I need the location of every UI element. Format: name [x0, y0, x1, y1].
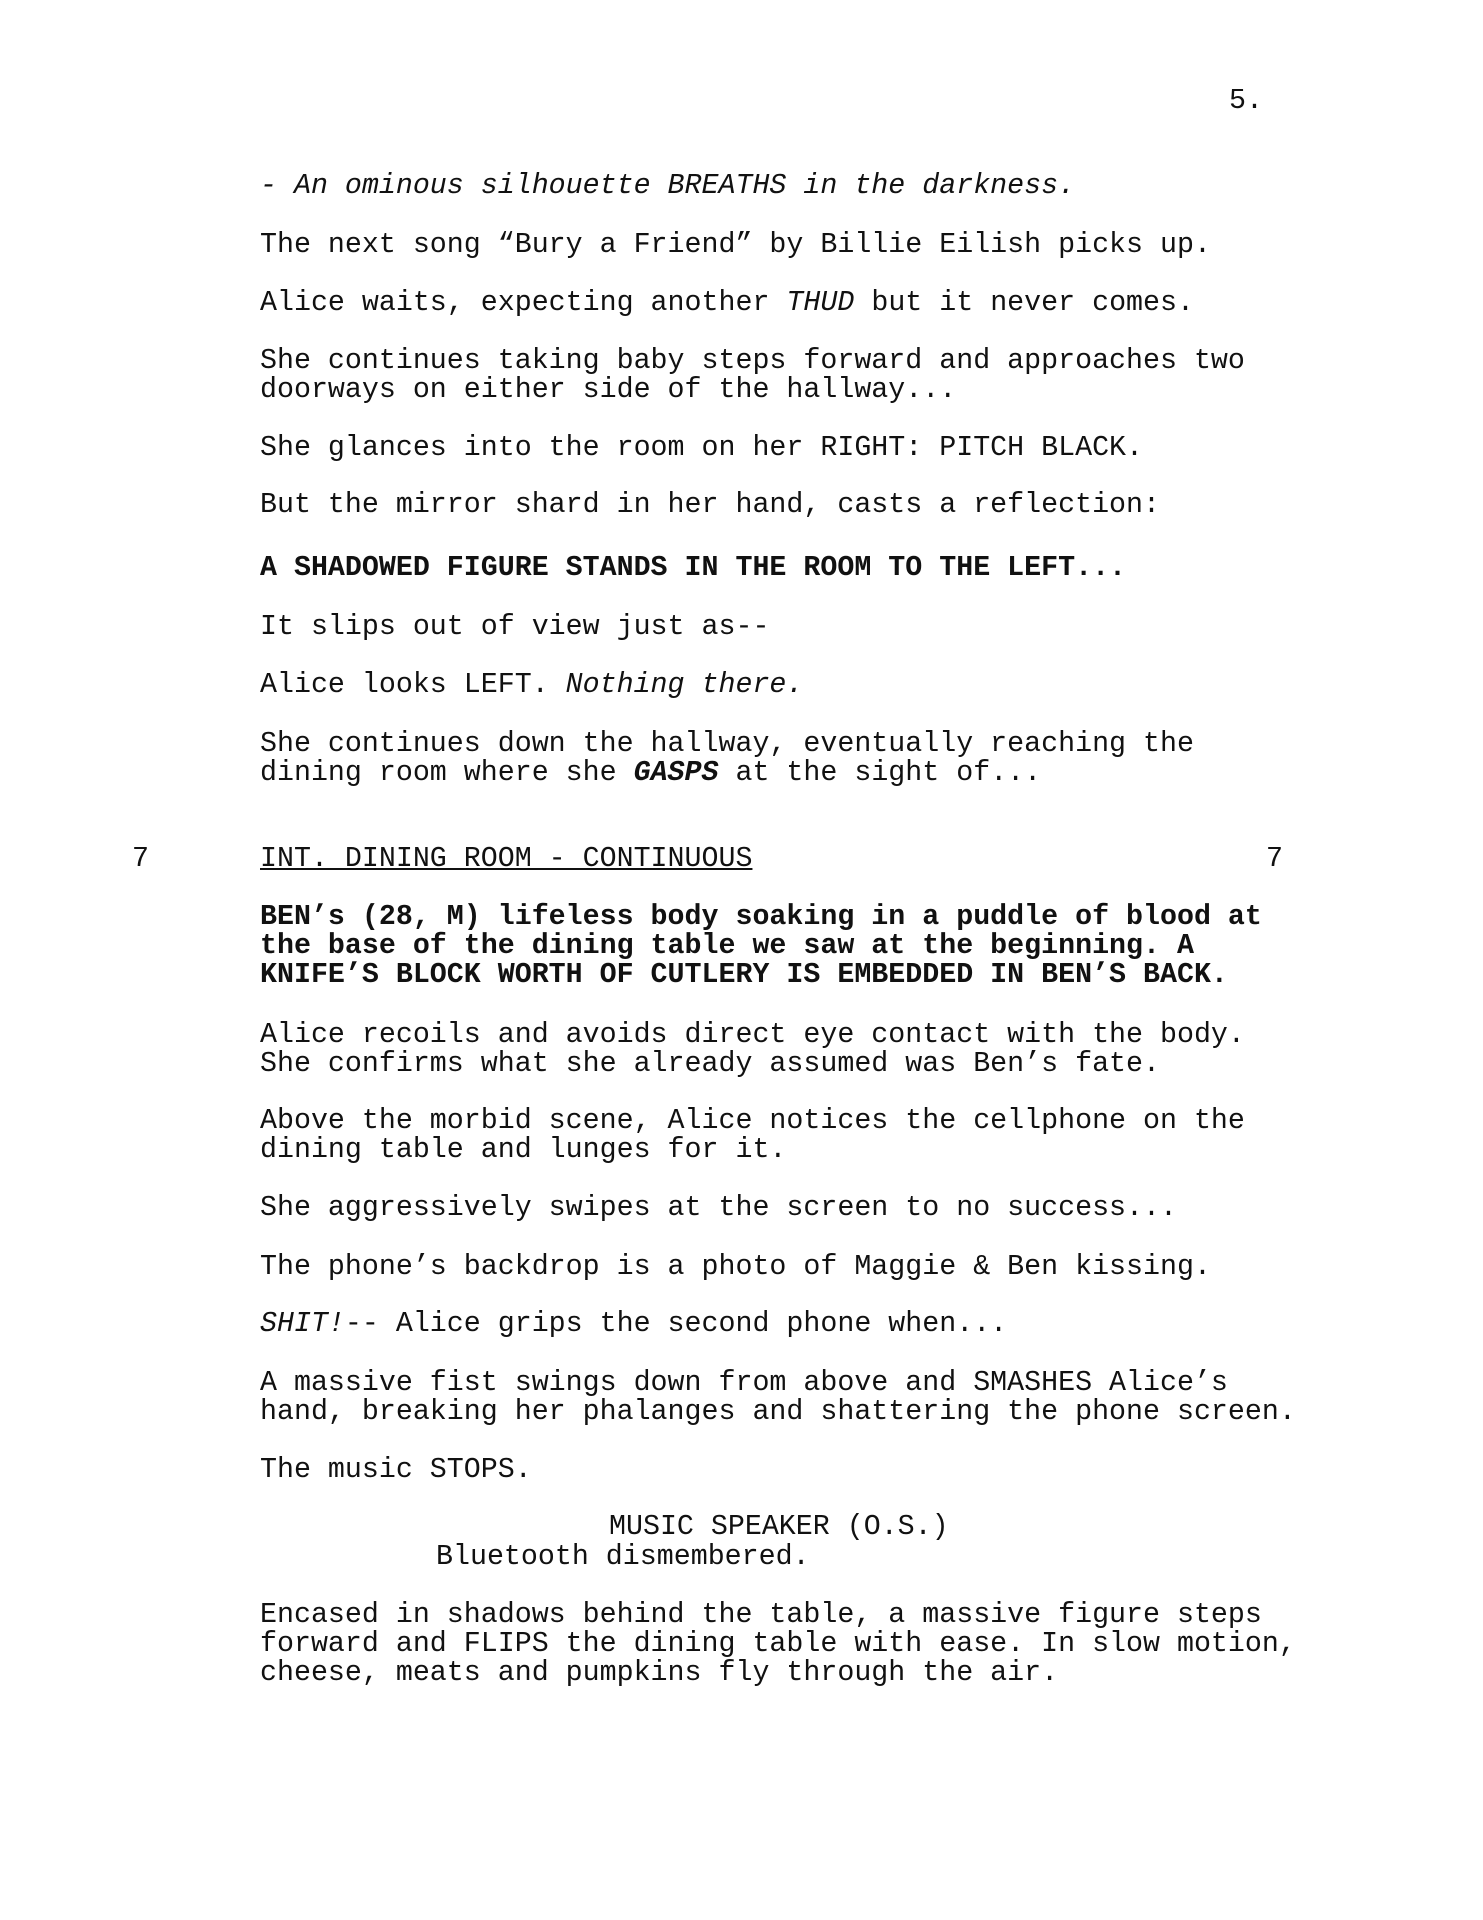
line: forward and FLIPS the dining table with ease. In slow motion,: [260, 1628, 1296, 1660]
action-line: The next song “Bury a Friend” by Billie Eilish picks up.: [260, 229, 1211, 261]
action-line: [260, 289, 1320, 318]
line: She continues down the hallway, eventually reaching the: [260, 728, 1194, 760]
dialogue-line: Bluetooth dismembered.: [436, 1541, 810, 1573]
action-line: It slips out of view just as--: [260, 611, 770, 643]
action-line-bold: A SHADOWED FIGURE STANDS IN THE ROOM TO THE LEFT...: [260, 552, 1127, 584]
scene-number-left: 7: [132, 843, 149, 875]
action-line: The phone’s backdrop is a photo of Maggie & Ben kissing.: [260, 1251, 1211, 1283]
line: KNIFE’S BLOCK WORTH OF CUTLERY IS EMBEDDED IN BEN’S BACK.: [260, 959, 1228, 991]
line: Encased in shadows behind the table, a massive figure steps: [260, 1599, 1262, 1631]
emphasis: Nothing there.: [565, 669, 804, 701]
text: but it never comes.: [854, 287, 1194, 319]
line: A massive fist swings down from above and SMASHES Alice’s: [260, 1367, 1228, 1399]
action-paragraph: [260, 1021, 1320, 1079]
action-paragraph: [260, 1369, 1320, 1427]
page-number: 5.: [1229, 85, 1263, 117]
line: doorways on either side of the hallway...: [260, 374, 957, 406]
action-paragraph-bold: [260, 903, 1320, 990]
action-paragraph: [260, 347, 1320, 405]
line: [260, 759, 1320, 788]
text: -- Alice grips the second phone when...: [344, 1308, 1008, 1340]
action-line: [260, 1310, 1320, 1339]
line: the base of the dining table we saw at the beginning. A: [260, 930, 1194, 962]
line: Above the morbid scene, Alice notices the cellphone on the: [260, 1105, 1245, 1137]
line: hand, breaking her phalanges and shattering the phone screen.: [260, 1396, 1296, 1428]
action-paragraph: [260, 730, 1320, 788]
line: Alice recoils and avoids direct eye contact with the body.: [260, 1019, 1245, 1051]
text: Alice waits, expecting another: [260, 287, 787, 319]
scene-number-right: 7: [1266, 843, 1283, 875]
emphasis: THUD: [786, 287, 855, 319]
character-name: MUSIC SPEAKER (O.S.): [609, 1511, 949, 1543]
line: She confirms what she already assumed was Ben’s fate.: [260, 1048, 1160, 1080]
action-line: She glances into the room on her RIGHT: PITCH BLACK.: [260, 432, 1144, 464]
scene-heading: INT. DINING ROOM - CONTINUOUS: [260, 843, 753, 875]
line: dining table and lunges for it.: [260, 1134, 787, 1166]
emphasis: GASPS: [633, 757, 719, 789]
line: She continues taking baby steps forward and approaches two: [260, 345, 1245, 377]
action-line: But the mirror shard in her hand, casts a reflection:: [260, 489, 1160, 521]
action-paragraph: [260, 1107, 1320, 1165]
text: at the sight of...: [718, 757, 1042, 789]
action-paragraph: [260, 1601, 1320, 1688]
line: cheese, meats and pumpkins fly through the air.: [260, 1657, 1059, 1689]
emphasis: SHIT!: [260, 1308, 345, 1340]
action-line: The music STOPS.: [260, 1454, 532, 1486]
text: Alice looks LEFT.: [260, 669, 566, 701]
line: BEN’s (28, M) lifeless body soaking in a puddle of blood at: [260, 901, 1262, 933]
action-line: - An ominous silhouette BREATHS in the darkness.: [260, 170, 1076, 202]
action-line: She aggressively swipes at the screen to no success...: [260, 1192, 1177, 1224]
text: dining room where she: [260, 757, 634, 789]
action-line: [260, 671, 1320, 700]
